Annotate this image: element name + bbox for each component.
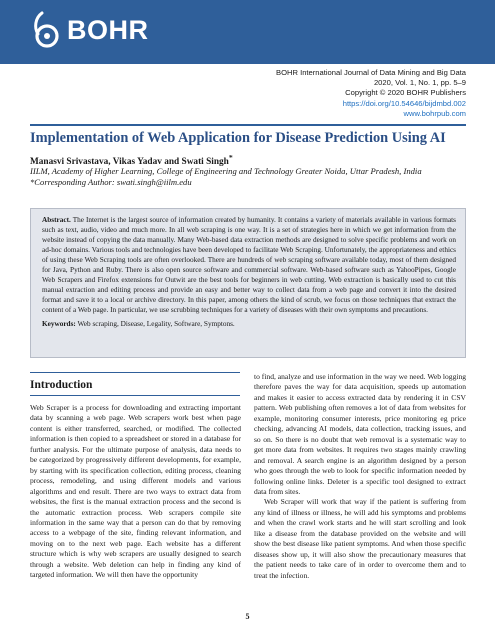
doi-link[interactable]: https://doi.org/10.54646/bijdmbd.002 bbox=[342, 98, 466, 108]
keywords-line bbox=[42, 319, 456, 329]
keywords-text: Web scraping, Disease, Legality, Software, Symptons. bbox=[77, 320, 235, 329]
header-divider bbox=[30, 124, 466, 126]
keywords-label: Keywords: bbox=[42, 320, 76, 329]
intro-paragraph-continued: to find, analyze and use information in the way we need. Web logging therefore paves the way for data acquisition, speeds up automation and makes it easier to access extracted data by rendering it in CSV pattern. Web publishing often removes a lot of data from websites for example, monitoring consumer interests, price monitoring eg price checking, advancing AI models, data collection, tracking issues, and so on. So there is no doubt that web removal is a systematic way to get more data from websites. It requires two stages mainly crawling and removal. A search engine is an algorithm designed by a person who goes through the web to look for specific information needed by following online links. Deleter is a specific tool designed to extract data from sites. bbox=[254, 372, 466, 496]
section-rule-bottom bbox=[30, 395, 240, 396]
journal-copyright: Copyright © 2020 BOHR Publishers bbox=[345, 88, 466, 98]
author-names: Manasvi Srivastava, Vikas Yadav and Swati Singh bbox=[30, 157, 229, 168]
affiliation-block bbox=[30, 166, 470, 188]
bohr-logo-icon bbox=[30, 10, 64, 50]
intro-paragraph-2: Web Scraper will work that way if the patient is suffering from any kind of illness or illness, he will add his symptoms and problems and when the crawl work starts and he will start scrolling and look like a disease from the database provided on the website and will show the best disease like patient symptoms. And when those specific diseases show up, it will also show the precautionary measures that the patient needs to take care of in order to overcome them and to treat the infection. bbox=[254, 497, 466, 580]
abstract-paragraph bbox=[42, 215, 456, 315]
website-link[interactable]: www.bohrpub.com bbox=[403, 108, 466, 118]
journal-info bbox=[276, 68, 466, 119]
abstract-box bbox=[30, 208, 466, 358]
journal-banner bbox=[0, 0, 495, 64]
page-number: 5 bbox=[245, 612, 250, 621]
journal-name: BOHR International Journal of Data Mining and Big Data bbox=[276, 68, 466, 77]
intro-right-column bbox=[254, 372, 466, 581]
corresponding-mark: * bbox=[228, 153, 233, 162]
paper-title: Implementation of Web Application for Disease Prediction Using AI bbox=[30, 130, 446, 146]
abstract-text: The Internet is the largest source of information created by humanity. It contains a variety of materials available in various formats such as text, audio, video and much more. In all web scraping is one way. It is a set of strategies here in which we get information from the website instead of copying the data manually. Many Web-based data extraction methods are designed to solve specific problems and work on ad-hoc domains. Various tools and technologies have been developed to facilitate Web Scraping. Unfortunately, the appropriateness and ethics of using these Web Scraping tools are often overlooked. There are hundreds of web scraping software available today, most of them designed for Java, Python and Ruby. There is also open source software and commercial software. Web-based software such as YahooPipes, Google Web Scrapers and Firefox extensions for Outwit are the best tools for beginners in web cutting. Web extraction is basically used to cut this manual extraction and editing process and provide an easy and better way to collect data from a web page and convert it into the desired format and save it to a local or archive directory. In this paper, among others the kind of scrub, we focus on those techniques that extract the content of a Web page. In particular, we use scrubbing techniques for a variety of diseases with their own symptoms and precautions. bbox=[42, 216, 456, 315]
affiliation: IILM, Academy of Higher Learning, College of Engineering and Technology Greater Noida, Uttar Pradesh, India bbox=[30, 166, 422, 176]
bohr-logo bbox=[30, 10, 149, 50]
journal-volume: 2020, Vol. 1, No. 1, pp. 5–9 bbox=[373, 78, 466, 88]
intro-left-column: Web Scraper is a process for downloading and extracting important data by scanning a web page. Web scrapers work best when page content is either transferred, searched, or modified. The collected information is then copied to a spreadsheet or stored in a database for further analysis. For the ultimate purpose of analysis, data needs to be categorized by progressively different developments, for example, by starting with its specification collection, editing process, cleaning process, remodeling, and using different models and various algorithms and end result. There are two ways to extract data from websites, the first is the manual extraction process and the second is the automatic extraction process. Web scrapers compile site information in the same way that a person can do that by removing access to a webpage of the site, finding relevant information, and moving on to the next web page. Each website has a different structure which is why web scrapers are usually designed to search through a website. Web deletion can help in finding any kind of targeted information. We will then have the opportunity bbox=[30, 403, 241, 580]
logo-text: BOHR bbox=[67, 14, 149, 45]
section-heading-introduction: Introduction bbox=[30, 379, 93, 391]
corresponding-author: *Corresponding Author: swati.singh@iilm.edu bbox=[30, 177, 192, 187]
abstract-label: Abstract. bbox=[42, 216, 71, 224]
section-rule-top bbox=[30, 372, 240, 373]
